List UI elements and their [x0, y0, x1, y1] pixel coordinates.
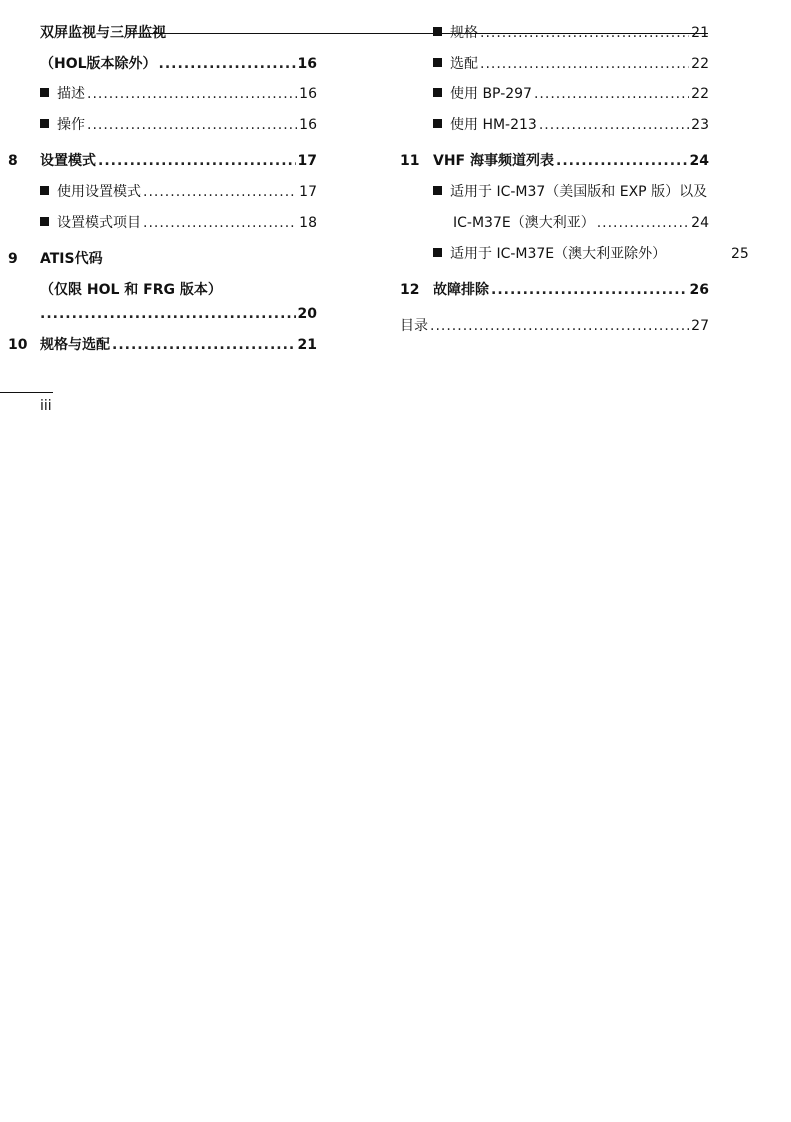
leader-dots	[87, 85, 297, 103]
toc-entry-label: 描述	[57, 86, 85, 102]
toc-entry-atis-subtitle: （仅限 HOL 和 FRG 版本）	[40, 282, 222, 298]
bullet-square-icon	[433, 27, 442, 36]
leader-dots	[143, 183, 297, 201]
section-number-10: 10	[8, 337, 28, 353]
leader-dots	[534, 85, 689, 103]
toc-page-number: 16	[297, 56, 317, 72]
toc-entry-troubleshooting[interactable]	[433, 281, 709, 299]
toc-entry-label: 设置模式	[40, 153, 96, 169]
toc-entry-hol-excluded[interactable]	[40, 55, 317, 73]
toc-page-number: 17	[299, 184, 317, 200]
toc-entry-using-setup-mode[interactable]	[40, 183, 317, 201]
toc-entry-atis-page-line[interactable]	[40, 305, 317, 323]
toc-entry-ic-m37e-non-australia[interactable]	[433, 245, 666, 263]
toc-entry-ic-m37e-australia[interactable]	[453, 214, 709, 232]
section-number-8: 8	[8, 153, 18, 169]
toc-page-number: 16	[299, 117, 317, 133]
leader-dots	[159, 55, 296, 73]
toc-entry-label: 设置模式项目	[57, 215, 141, 231]
toc-entry-label: 使用 BP-297	[450, 86, 532, 102]
toc-heading-dual-triple-watch: 双屏监视与三屏监视	[40, 25, 166, 41]
toc-page-number: 23	[691, 117, 709, 133]
toc-page-number: 25	[731, 246, 749, 262]
toc-entry-options[interactable]	[433, 55, 709, 73]
page-number: iii	[40, 398, 52, 414]
leader-dots	[40, 305, 296, 323]
bullet-square-icon	[433, 119, 442, 128]
toc-page-number: 16	[299, 86, 317, 102]
footer-rule	[0, 392, 53, 393]
leader-dots	[430, 317, 689, 335]
section-number-9: 9	[8, 251, 18, 267]
toc-page-number: 24	[689, 153, 709, 169]
toc-entry-label: VHF 海事频道列表	[433, 153, 554, 169]
toc-page-number: 20	[297, 306, 317, 322]
toc-entry-bp-297[interactable]	[433, 85, 709, 103]
bullet-square-icon	[40, 88, 49, 97]
toc-page-number: 27	[691, 318, 709, 334]
toc-entry-label: 选配	[450, 56, 478, 72]
section-number-11: 11	[400, 153, 420, 169]
toc-entry-index[interactable]	[400, 317, 709, 335]
leader-dots	[87, 116, 297, 134]
leader-dots	[491, 281, 688, 299]
leader-dots	[480, 24, 689, 42]
bullet-square-icon	[433, 186, 442, 195]
toc-entry-vhf-channel-list[interactable]	[433, 152, 709, 170]
toc-entry-atis-code[interactable]: ATIS代码	[40, 251, 103, 267]
toc-entry-label: （HOL版本除外）	[40, 56, 157, 72]
leader-dots	[98, 152, 296, 170]
toc-page-number: 17	[297, 153, 317, 169]
section-number-12: 12	[400, 282, 420, 298]
toc-entry-label: 操作	[57, 117, 85, 133]
toc-entry-label: 适用于 IC-M37E（澳大利亚除外）	[450, 246, 667, 262]
toc-entry-specs[interactable]	[433, 24, 709, 42]
bullet-square-icon	[40, 186, 49, 195]
toc-page-number: 21	[297, 337, 317, 353]
toc-page-number: 26	[689, 282, 709, 298]
leader-dots	[539, 116, 689, 134]
bullet-square-icon	[433, 88, 442, 97]
toc-entry-label: 使用设置模式	[57, 184, 141, 200]
leader-dots	[556, 152, 688, 170]
toc-entry-hm-213[interactable]	[433, 116, 709, 134]
toc-entry-label: 规格与选配	[40, 337, 110, 353]
leader-dots	[480, 55, 689, 73]
bullet-square-icon	[433, 58, 442, 67]
toc-page-number: 22	[691, 56, 709, 72]
toc-page-number: 24	[691, 215, 709, 231]
toc-entry-operation[interactable]	[40, 116, 317, 134]
toc-entry-label: 目录	[400, 318, 428, 334]
leader-dots	[112, 336, 296, 354]
toc-entry-setup-mode-items[interactable]	[40, 214, 317, 232]
toc-entry-description[interactable]	[40, 85, 317, 103]
toc-entry-label: 故障排除	[433, 282, 489, 298]
leader-dots	[143, 214, 297, 232]
toc-entry-specs-options[interactable]	[40, 336, 317, 354]
bullet-square-icon	[40, 217, 49, 226]
toc-entry-label: 使用 HM-213	[450, 117, 537, 133]
toc-entry-setup-mode[interactable]	[40, 152, 317, 170]
toc-entry-label: 规格	[450, 25, 478, 41]
leader-dots	[597, 214, 689, 232]
toc-page-number: 18	[299, 215, 317, 231]
toc-page-number: 21	[691, 25, 709, 41]
bullet-square-icon	[40, 119, 49, 128]
toc-entry-label: 适用于 IC-M37（美国版和 EXP 版）以及	[450, 184, 708, 200]
toc-page-number: 22	[691, 86, 709, 102]
bullet-square-icon	[433, 248, 442, 257]
toc-entry-ic-m37-us-exp[interactable]	[433, 183, 707, 201]
toc-entry-label: IC-M37E（澳大利亚）	[453, 215, 595, 231]
